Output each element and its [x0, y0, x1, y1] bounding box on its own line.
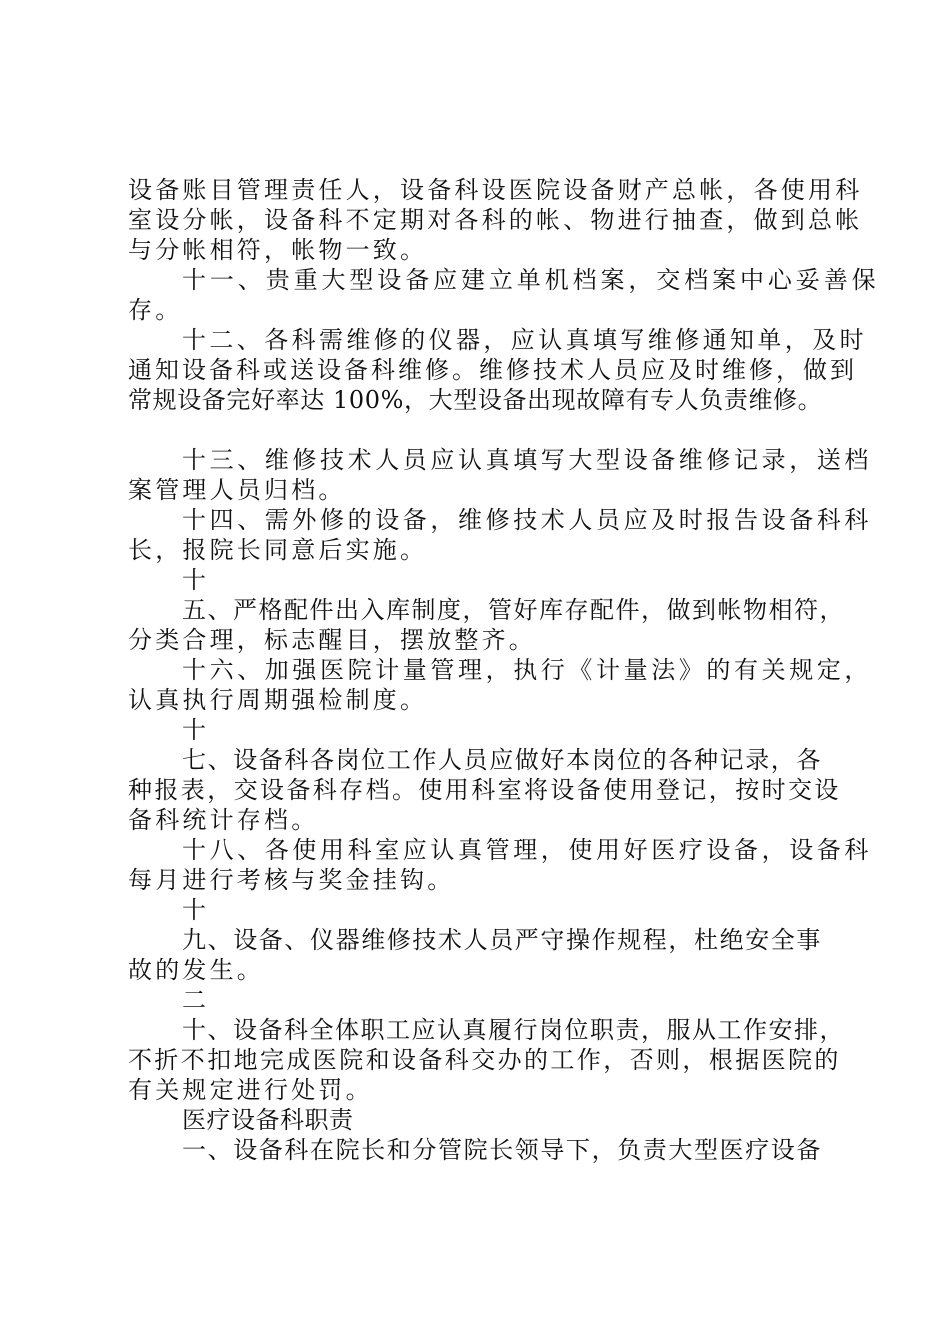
text-line: 十 — [182, 896, 206, 924]
text-line: 九、设备、仪器维修技术人员严守操作规程，杜绝安全事 — [182, 926, 822, 954]
text-line: 分类合理，标志醒目，摆放整齐。 — [128, 626, 536, 654]
text-line: 十六、加强医院计量管理，执行《计量法》的有关规定， — [182, 656, 872, 684]
text-line: 认真执行周期强检制度。 — [128, 686, 428, 714]
text-line: 十四、需外修的设备，维修技术人员应及时报告设备科科 — [182, 506, 872, 534]
text-line: 十二、各科需维修的仪器，应认真填写维修通知单，及时 — [182, 326, 867, 354]
text-line: 有关规定进行处罚。 — [128, 1076, 373, 1104]
document-body — [128, 175, 880, 1165]
text-line: 室设分帐，设备科不定期对各科的帐、物进行抽查，做到总帐 — [128, 206, 863, 234]
text-line: 与分帐相符，帐物一致。 — [128, 236, 428, 264]
text-line: 十一、贵重大型设备应建立单机档案，交档案中心妥善保 — [182, 266, 880, 294]
text-line: 案管理人员归档。 — [128, 476, 346, 504]
text-line: 常规设备完好率达 100%，大型设备出现故障有专人负责维修。 — [128, 386, 823, 414]
text-line: 设备账目管理责任人，设备科设医院设备财产总帐，各使用科 — [128, 176, 863, 204]
text-line: 故的发生。 — [128, 956, 264, 984]
text-line: 十八、各使用科室应认真管理，使用好医疗设备，设备科 — [182, 836, 872, 864]
text-line: 每月进行考核与奖金挂钩。 — [128, 866, 455, 894]
text-line: 医疗设备科职责 — [182, 1106, 354, 1134]
text-line: 备科统计存档。 — [128, 806, 319, 834]
text-line: 二 — [182, 986, 206, 1014]
text-line: 十、设备科全体职工应认真履行岗位职责，服从工作安排， — [182, 1016, 845, 1044]
text-line: 不折不扣地完成医院和设备科交办的工作，否则，根据医院的 — [128, 1046, 841, 1074]
text-line: 种报表，交设备科存档。使用科室将设备使用登记，按时交设 — [128, 776, 841, 804]
text-line: 五、严格配件出入库制度，管好库存配件，做到帐物相符， — [182, 596, 845, 624]
blank-line — [128, 415, 838, 445]
text-line: 通知设备科或送设备科维修。维修技术人员应及时维修，做到 — [128, 356, 857, 384]
text-line: 七、设备科各岗位工作人员应做好本岗位的各种记录，各 — [182, 746, 822, 774]
text-line: 一、设备科在院长和分管院长领导下，负责大型医疗设备 — [182, 1136, 822, 1164]
text-line: 十 — [182, 566, 206, 594]
text-line: 存。 — [128, 296, 183, 324]
text-line: 十 — [182, 716, 206, 744]
text-line: 十三、维修技术人员应认真填写大型设备维修记录，送档 — [182, 446, 872, 474]
text-line: 长，报院长同意后实施。 — [128, 536, 428, 564]
